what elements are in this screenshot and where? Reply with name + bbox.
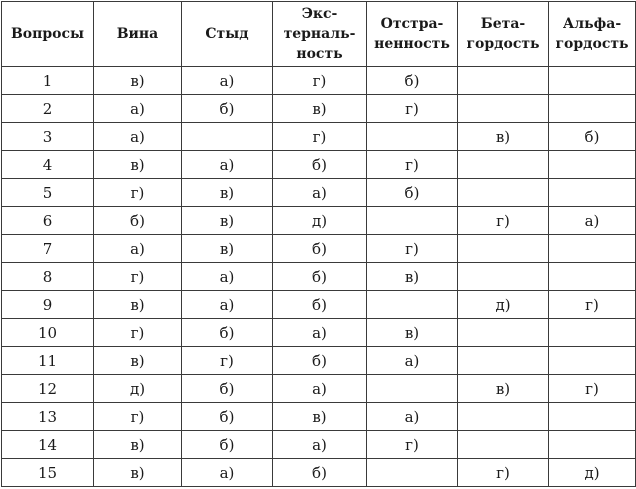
question-number: 3: [2, 123, 94, 151]
externality-cell: г): [273, 67, 367, 95]
externality-cell: д): [273, 207, 367, 235]
header-row: [2, 2, 636, 67]
question-number: 11: [2, 347, 94, 375]
guilt-cell: г): [94, 263, 182, 291]
alpha-pride-cell: [549, 95, 636, 123]
header-externality: [273, 2, 367, 67]
shame-cell: б): [182, 319, 273, 347]
shame-cell: в): [182, 179, 273, 207]
table-row: [2, 235, 636, 263]
alpha-pride-cell: [549, 431, 636, 459]
externality-cell: а): [273, 179, 367, 207]
alpha-pride-cell: б): [549, 123, 636, 151]
table-row: [2, 431, 636, 459]
table-row: [2, 67, 636, 95]
header-line: гордость: [555, 36, 629, 52]
detachment-cell: г): [367, 235, 458, 263]
table-row: [2, 207, 636, 235]
shame-cell: в): [182, 235, 273, 263]
table-row: [2, 459, 636, 487]
answers-table: [1, 1, 636, 487]
beta-pride-cell: д): [458, 291, 549, 319]
header-line: Вопросы: [10, 26, 85, 42]
table-row: [2, 95, 636, 123]
shame-cell: б): [182, 375, 273, 403]
question-number: 12: [2, 375, 94, 403]
header-shame: [182, 2, 273, 67]
externality-cell: б): [273, 347, 367, 375]
externality-cell: в): [273, 403, 367, 431]
guilt-cell: в): [94, 347, 182, 375]
externality-cell: г): [273, 123, 367, 151]
beta-pride-cell: в): [458, 123, 549, 151]
externality-cell: б): [273, 263, 367, 291]
detachment-cell: б): [367, 67, 458, 95]
detachment-cell: г): [367, 151, 458, 179]
alpha-pride-cell: [549, 319, 636, 347]
beta-pride-cell: г): [458, 207, 549, 235]
externality-cell: б): [273, 151, 367, 179]
alpha-pride-cell: [549, 235, 636, 263]
header-line: Альфа-: [562, 16, 622, 32]
shame-cell: а): [182, 263, 273, 291]
detachment-cell: а): [367, 403, 458, 431]
shame-cell: б): [182, 431, 273, 459]
guilt-cell: в): [94, 431, 182, 459]
shame-cell: а): [182, 291, 273, 319]
detachment-cell: в): [367, 263, 458, 291]
table-header: [2, 2, 636, 67]
beta-pride-cell: [458, 179, 549, 207]
beta-pride-cell: г): [458, 459, 549, 487]
header-line: Экс-: [301, 6, 338, 22]
externality-cell: б): [273, 235, 367, 263]
beta-pride-cell: [458, 403, 549, 431]
detachment-cell: в): [367, 319, 458, 347]
guilt-cell: г): [94, 179, 182, 207]
shame-cell: а): [182, 67, 273, 95]
shame-cell: а): [182, 151, 273, 179]
guilt-cell: а): [94, 95, 182, 123]
table-row: [2, 179, 636, 207]
question-number: 6: [2, 207, 94, 235]
header-detachment: [367, 2, 458, 67]
alpha-pride-cell: [549, 179, 636, 207]
beta-pride-cell: в): [458, 375, 549, 403]
beta-pride-cell: [458, 263, 549, 291]
externality-cell: а): [273, 375, 367, 403]
beta-pride-cell: [458, 95, 549, 123]
table-row: [2, 375, 636, 403]
shame-cell: а): [182, 459, 273, 487]
detachment-cell: [367, 123, 458, 151]
header-line: Вина: [116, 26, 159, 42]
alpha-pride-cell: [549, 151, 636, 179]
detachment-cell: [367, 375, 458, 403]
table-body: [2, 67, 636, 487]
guilt-cell: в): [94, 67, 182, 95]
guilt-cell: д): [94, 375, 182, 403]
shame-cell: г): [182, 347, 273, 375]
guilt-cell: в): [94, 459, 182, 487]
externality-cell: в): [273, 95, 367, 123]
question-number: 9: [2, 291, 94, 319]
alpha-pride-cell: г): [549, 375, 636, 403]
header-line: терналь-: [283, 26, 356, 42]
table-row: [2, 291, 636, 319]
shame-cell: б): [182, 95, 273, 123]
alpha-pride-cell: г): [549, 291, 636, 319]
alpha-pride-cell: [549, 67, 636, 95]
externality-cell: б): [273, 459, 367, 487]
question-number: 7: [2, 235, 94, 263]
question-number: 1: [2, 67, 94, 95]
beta-pride-cell: [458, 235, 549, 263]
header-guilt: [94, 2, 182, 67]
question-number: 8: [2, 263, 94, 291]
header-line: ненность: [374, 36, 450, 52]
question-number: 10: [2, 319, 94, 347]
question-number: 13: [2, 403, 94, 431]
header-line: Стыд: [205, 26, 249, 42]
detachment-cell: г): [367, 95, 458, 123]
question-number: 4: [2, 151, 94, 179]
header-alpha-pride: [549, 2, 636, 67]
externality-cell: б): [273, 291, 367, 319]
alpha-pride-cell: [549, 263, 636, 291]
guilt-cell: в): [94, 291, 182, 319]
detachment-cell: [367, 291, 458, 319]
table-row: [2, 319, 636, 347]
table-row: [2, 151, 636, 179]
shame-cell: б): [182, 403, 273, 431]
question-number: 14: [2, 431, 94, 459]
alpha-pride-cell: а): [549, 207, 636, 235]
detachment-cell: г): [367, 431, 458, 459]
beta-pride-cell: [458, 431, 549, 459]
alpha-pride-cell: [549, 347, 636, 375]
beta-pride-cell: [458, 319, 549, 347]
shame-cell: [182, 123, 273, 151]
guilt-cell: а): [94, 123, 182, 151]
table-row: [2, 347, 636, 375]
beta-pride-cell: [458, 151, 549, 179]
guilt-cell: в): [94, 151, 182, 179]
question-number: 2: [2, 95, 94, 123]
header-beta-pride: [458, 2, 549, 67]
table-row: [2, 263, 636, 291]
guilt-cell: г): [94, 319, 182, 347]
guilt-cell: г): [94, 403, 182, 431]
question-number: 5: [2, 179, 94, 207]
detachment-cell: б): [367, 179, 458, 207]
detachment-cell: [367, 459, 458, 487]
header-line: Бета-: [480, 16, 526, 32]
externality-cell: а): [273, 431, 367, 459]
alpha-pride-cell: [549, 403, 636, 431]
beta-pride-cell: [458, 347, 549, 375]
detachment-cell: а): [367, 347, 458, 375]
header-questions: [2, 2, 94, 67]
header-line: ность: [296, 46, 343, 62]
beta-pride-cell: [458, 67, 549, 95]
guilt-cell: б): [94, 207, 182, 235]
header-line: гордость: [466, 36, 540, 52]
externality-cell: а): [273, 319, 367, 347]
shame-cell: в): [182, 207, 273, 235]
question-number: 15: [2, 459, 94, 487]
guilt-cell: а): [94, 235, 182, 263]
table-row: [2, 123, 636, 151]
header-line: Отстра-: [380, 16, 444, 32]
alpha-pride-cell: д): [549, 459, 636, 487]
table-row: [2, 403, 636, 431]
detachment-cell: [367, 207, 458, 235]
